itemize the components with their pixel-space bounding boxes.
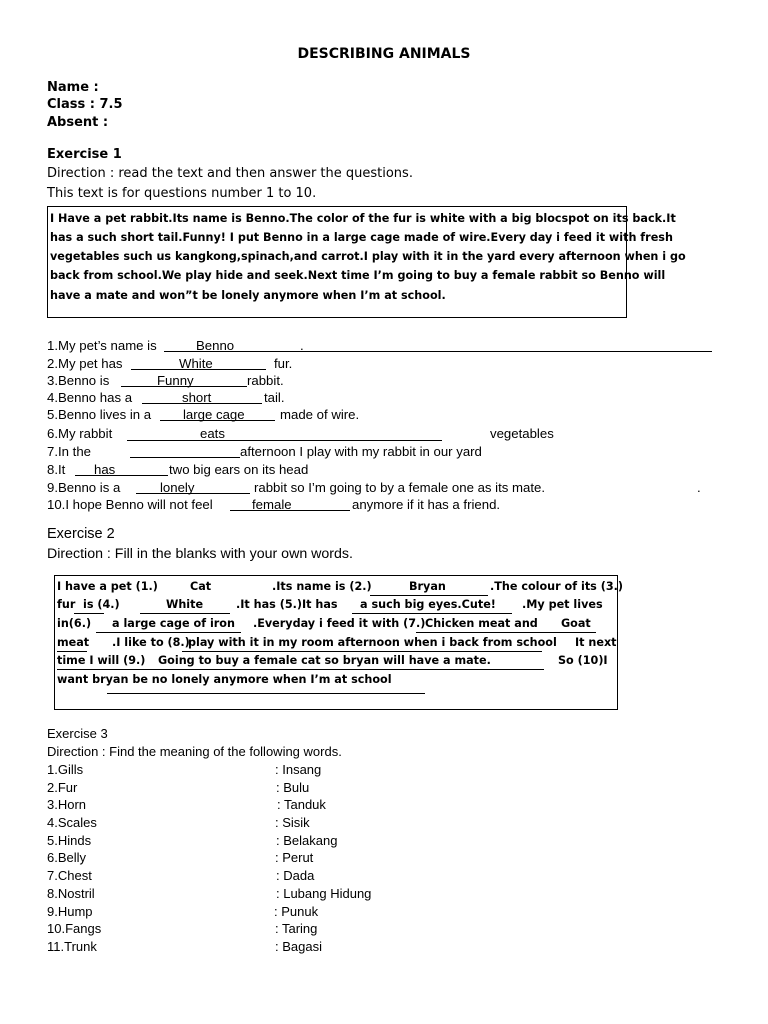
ex2-line <box>107 693 425 694</box>
q6-answer[interactable]: eats <box>200 426 225 441</box>
q5-prefix: 5.Benno lives in a <box>47 407 152 422</box>
q7-prefix: 7.In the <box>47 444 91 459</box>
q10-suffix: anymore if it has a friend. <box>352 497 501 512</box>
exercise1-heading: Exercise 1 <box>47 147 122 162</box>
meaning-item: : Dada <box>276 868 315 883</box>
ex2-line <box>352 613 512 614</box>
q7-blank-line <box>130 457 240 458</box>
meaning-item: : Sisik <box>275 815 310 830</box>
ex2-text: I have a pet (1.) <box>57 580 158 593</box>
meaning-item: : Tanduk <box>277 797 326 812</box>
ex2-text: .My pet lives <box>522 598 603 611</box>
exercise3-heading: Exercise 3 <box>47 726 108 741</box>
ex2-blank-6[interactable]: a large cage of iron <box>112 617 235 630</box>
word-item: 7.Chest <box>47 868 92 883</box>
q6-suffix: vegetables <box>490 426 554 441</box>
q9-dot: . <box>697 480 701 495</box>
meaning-item: : Insang <box>275 762 322 777</box>
q10-prefix: 10.I hope Benno will not feel <box>47 497 213 512</box>
meaning-item: : Lubang Hidung <box>276 886 372 901</box>
word-item: 4.Scales <box>47 815 97 830</box>
q4-answer[interactable]: short <box>182 390 212 405</box>
meaning-item: : Perut <box>275 850 314 865</box>
ex2-line <box>74 613 104 614</box>
exercise3-direction: Direction : Find the meaning of the following words. <box>47 744 342 759</box>
q1-blank-line <box>164 351 712 352</box>
ex2-blank-4[interactable]: White <box>166 598 204 611</box>
passage-line: vegetables such us kangkong,spinach,and carrot.I play with it in the yard every afternoon when i go <box>50 250 686 263</box>
ex2-text: meat <box>57 636 90 649</box>
q9-answer[interactable]: lonely <box>160 480 195 495</box>
page-title: DESCRIBING ANIMALS <box>297 46 471 62</box>
q8-answer[interactable]: has <box>94 462 116 477</box>
ex2-text: .Everyday i feed it with (7.) <box>253 617 426 630</box>
ex2-text: .It has (5.)It has <box>236 598 338 611</box>
ex2-line <box>57 669 544 670</box>
name-label: Name : <box>47 80 99 95</box>
word-item: 11.Trunk <box>47 939 97 954</box>
q6-prefix: 6.My rabbit <box>47 426 113 441</box>
ex2-line <box>370 595 488 596</box>
q4-suffix: tail. <box>264 390 285 405</box>
q5-suffix: made of wire. <box>280 407 360 422</box>
q9-prefix: 9.Benno is a <box>47 480 121 495</box>
passage-line: have a mate and won”t be lonely anymore when I’m at school. <box>50 289 446 302</box>
meaning-item: : Bulu <box>276 780 310 795</box>
exercise2-direction: Direction : Fill in the blanks with your own words. <box>47 546 353 562</box>
meaning-item: : Punuk <box>274 904 319 919</box>
q5-answer[interactable]: large cage <box>183 407 245 422</box>
word-item: 9.Hump <box>47 904 93 919</box>
ex2-text: time I will (9.) <box>57 654 146 667</box>
q3-prefix: 3.Benno is <box>47 373 110 388</box>
ex2-text: in(6.) <box>57 617 92 630</box>
word-item: 2.Fur <box>47 780 78 795</box>
q4-prefix: 4.Benno has a <box>47 390 133 405</box>
ex2-blank-8[interactable]: play with it in my room afternoon when i back from school <box>188 636 557 649</box>
q2-blank-line <box>131 369 266 370</box>
ex2-text: .I like to (8.) <box>112 636 190 649</box>
q3-answer[interactable]: Funny <box>157 373 194 388</box>
q2-suffix: fur. <box>274 356 293 371</box>
word-item: 1.Gills <box>47 762 84 777</box>
ex2-line <box>182 651 542 652</box>
ex2-blank-5[interactable]: a such big eyes.Cute! <box>360 598 496 611</box>
q4-blank-line <box>142 403 262 404</box>
q2-answer[interactable]: White <box>179 356 213 371</box>
absent-label: Absent : <box>47 115 109 130</box>
meaning-item: : Belakang <box>276 833 338 848</box>
ex2-line <box>57 651 87 652</box>
q3-blank-line <box>121 386 247 387</box>
ex2-blank-7[interactable]: Chicken meat and <box>425 617 538 630</box>
exercise1-direction: Direction : read the text and then answer the questions. <box>47 166 413 181</box>
q2-prefix: 2.My pet has <box>47 356 123 371</box>
ex2-text: fur <box>57 598 76 611</box>
q8-prefix: 8.It <box>47 462 66 477</box>
q10-blank-line <box>230 510 350 511</box>
passage-line: I Have a pet rabbit.Its name is Benno.The color of the fur is white with a big blocspot on its back.It <box>50 212 676 225</box>
passage-line: has a such short tail.Funny! I put Benno in a large cage made of wire.Every day i feed it with fresh <box>50 231 673 244</box>
ex2-text: is (4.) <box>83 598 120 611</box>
ex2-line <box>96 632 241 633</box>
ex2-blank-7b[interactable]: Goat <box>561 617 591 630</box>
q9-blank-line <box>136 493 250 494</box>
ex2-blank-9[interactable]: Going to buy a female cat so bryan will have a mate. <box>158 654 491 667</box>
q7-suffix: afternoon I play with my rabbit in our yard <box>240 444 482 459</box>
ex2-line <box>140 613 230 614</box>
exercise1-note: This text is for questions number 1 to 10. <box>47 186 317 201</box>
word-item: 8.Nostril <box>47 886 95 901</box>
meaning-item: : Bagasi <box>275 939 322 954</box>
ex2-text: .The colour of its (3.) <box>490 580 623 593</box>
ex2-blank-10[interactable]: want bryan be no lonely anymore when I’m at school <box>57 673 392 686</box>
ex2-text: .Its name is (2.) <box>272 580 372 593</box>
q1-suffix: . <box>300 338 304 353</box>
word-item: 10.Fangs <box>47 921 102 936</box>
ex2-blank-2[interactable]: Bryan <box>409 580 446 593</box>
meaning-item: : Taring <box>275 921 318 936</box>
passage-line: back from school.We play hide and seek.Next time I’m going to buy a female rabbit so Benno will <box>50 269 666 282</box>
q8-blank-line <box>75 475 168 476</box>
word-item: 5.Hinds <box>47 833 92 848</box>
ex2-blank-1[interactable]: Cat <box>190 580 212 593</box>
q5-blank-line <box>160 420 275 421</box>
q3-suffix: rabbit. <box>247 373 284 388</box>
word-item: 3.Horn <box>47 797 87 812</box>
q9-suffix: rabbit so I’m going to by a female one as its mate. <box>254 480 546 495</box>
q1-answer[interactable]: Benno <box>196 338 235 353</box>
ex2-text: So (10)I <box>558 654 608 667</box>
word-item: 6.Belly <box>47 850 87 865</box>
q8-suffix: two big ears on its head <box>169 462 309 477</box>
q10-answer[interactable]: female <box>252 497 292 512</box>
q1-prefix: 1.My pet’s name is <box>47 338 157 353</box>
ex2-text: It next <box>575 636 617 649</box>
q6-blank-line <box>127 440 442 441</box>
exercise2-heading: Exercise 2 <box>47 526 115 542</box>
class-label: Class : 7.5 <box>47 97 123 112</box>
ex2-line <box>416 632 596 633</box>
